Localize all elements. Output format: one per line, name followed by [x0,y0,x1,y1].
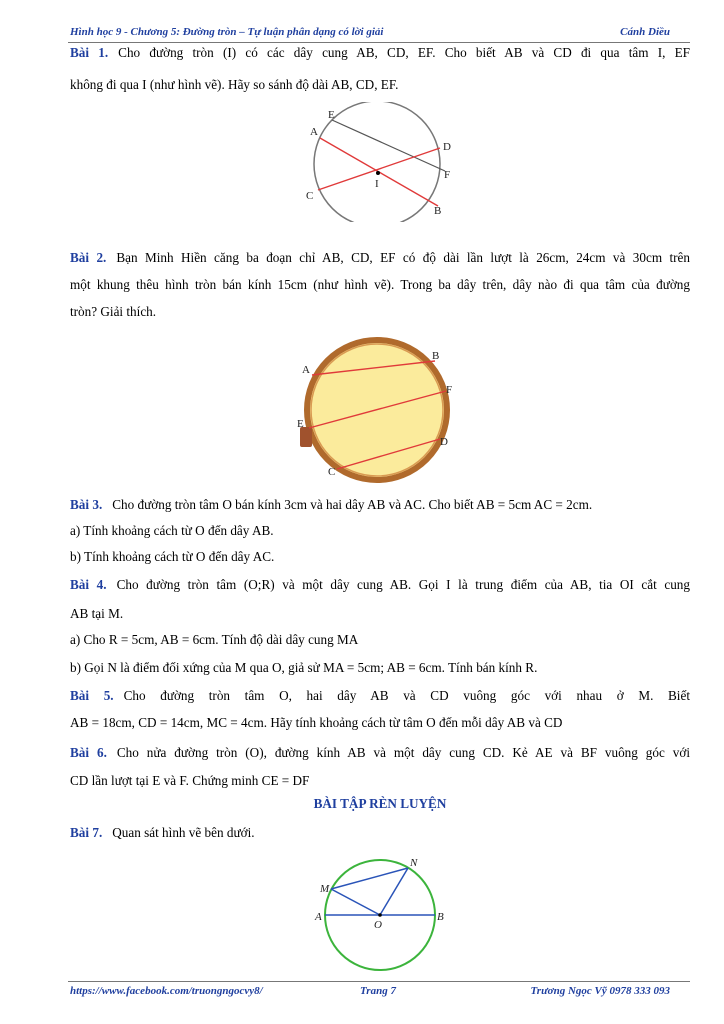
problem-text: Cho đường tròn tâm O bán kính 3cm và hai dây AB và AC. Cho biết AB = 5cm AC = 2cm. [112,497,593,512]
label-I: I [375,178,379,190]
segment-MO [331,889,380,915]
problem-text: Bạn Minh Hiền căng ba đoạn chỉ AB, CD, EF có độ dài lần lượt là 26cm, 24cm và 30cm trên [116,250,690,265]
label-F: F [444,169,451,181]
label-C: C [306,190,314,202]
problem-3-line-3: b) Tính khoảng cách từ O đến dây AC. [70,549,275,564]
label-B: B [437,911,444,923]
problem-5-line-1 [70,683,690,709]
label-A: A [315,911,322,923]
header-book: Cánh Diều [620,26,670,38]
problem-4-line-1 [70,572,690,598]
chord-CD [318,148,440,190]
problem-label: Bài 4. [70,577,107,592]
problem-label: Bài 2. [70,250,107,265]
label-D: D [443,141,451,153]
problem-1-line-2: không đi qua I (như hình vẽ). Hãy so sánh độ dài AB, CD, EF. [70,77,399,92]
label-B: B [434,205,442,217]
problem-2-line-1 [70,245,690,271]
problem-text: Cho đường tròn (I) có các dây cung AB, CD, EF. Cho biết AB và CD đi qua tâm I, EF [118,45,690,60]
figure-2-embroidery-hoop [292,335,462,485]
problem-2-line-2: một khung thêu hình tròn bán kính 15cm (như hình vẽ). Trong ba dây trên, dây nào đi qua tâm của đường [70,277,690,292]
label-C: C [328,466,336,478]
center-point [376,171,380,175]
footer-divider [68,981,690,982]
figure-3-green-circle [310,852,450,976]
problem-label: Bài 7. [70,825,103,840]
problem-6-line-2: CD lần lượt tại E và F. Chứng minh CE = DF [70,773,310,788]
header-title: Hình học 9 - Chương 5: Đường tròn – Tự luận phân dạng có lời giải [70,26,384,38]
label-M: M [320,883,330,895]
problem-6-line-1 [70,740,690,766]
label-N: N [410,857,418,869]
problem-4-line-3: a) Cho R = 5cm, AB = 6cm. Tính độ dài dây cung MA [70,632,359,647]
page-number: Trang 7 [360,985,396,997]
label-A: A [302,364,310,376]
hoop-clasp [300,427,312,447]
problem-text: Quan sát hình vẽ bên dưới. [112,825,255,840]
problem-label: Bài 6. [70,745,107,760]
problem-4-line-4: b) Gọi N là điểm đối xứng của M qua O, giả sử MA = 5cm; AB = 6cm. Tính bán kính R. [70,660,538,675]
figure-1-circle-chords [290,102,470,222]
label-O: O [374,919,382,931]
problem-4-line-2: AB tại M. [70,606,124,621]
problem-5-line-2: AB = 18cm, CD = 14cm, MC = 4cm. Hãy tính khoảng cách từ tâm O đến mỗi dây AB và CD [70,715,563,730]
footer-author: Trương Ngọc Vỹ 0978 333 093 [530,985,670,997]
problem-3-line-2: a) Tính khoảng cách từ O đến dây AB. [70,523,274,538]
problem-text: Cho đường tròn tâm (O;R) và một dây cung AB. Gọi I là trung điểm của AB, tia OI cắt cung [116,577,690,592]
section-title: BÀI TẬP RÈN LUYỆN [313,796,447,811]
problem-3-line-1 [70,492,690,518]
problem-text: Cho nửa đường tròn (O), đường kính AB và một dây cung CD. Kẻ AE và BF vuông góc với [116,745,690,760]
problem-1-line-1 [70,40,690,66]
segment-MN [331,868,408,889]
label-E: E [328,109,335,121]
label-B: B [432,350,440,362]
problem-label: Bài 3. [70,497,103,512]
footer-link[interactable]: https://www.facebook.com/truongngocvy8/ [70,985,263,997]
problem-text: Cho đường tròn tâm O, hai dây AB và CD vuông góc với nhau ở M. Biết [123,688,690,703]
problem-2-line-3: tròn? Giải thích. [70,304,157,319]
label-D: D [440,436,448,448]
label-A: A [310,126,318,138]
problem-7-line-1 [70,820,690,846]
label-F: F [446,384,453,396]
label-E: E [297,418,304,430]
problem-label: Bài 1. [70,45,109,60]
page-header [70,26,670,40]
center-point [378,913,382,917]
problem-label: Bài 5. [70,688,114,703]
